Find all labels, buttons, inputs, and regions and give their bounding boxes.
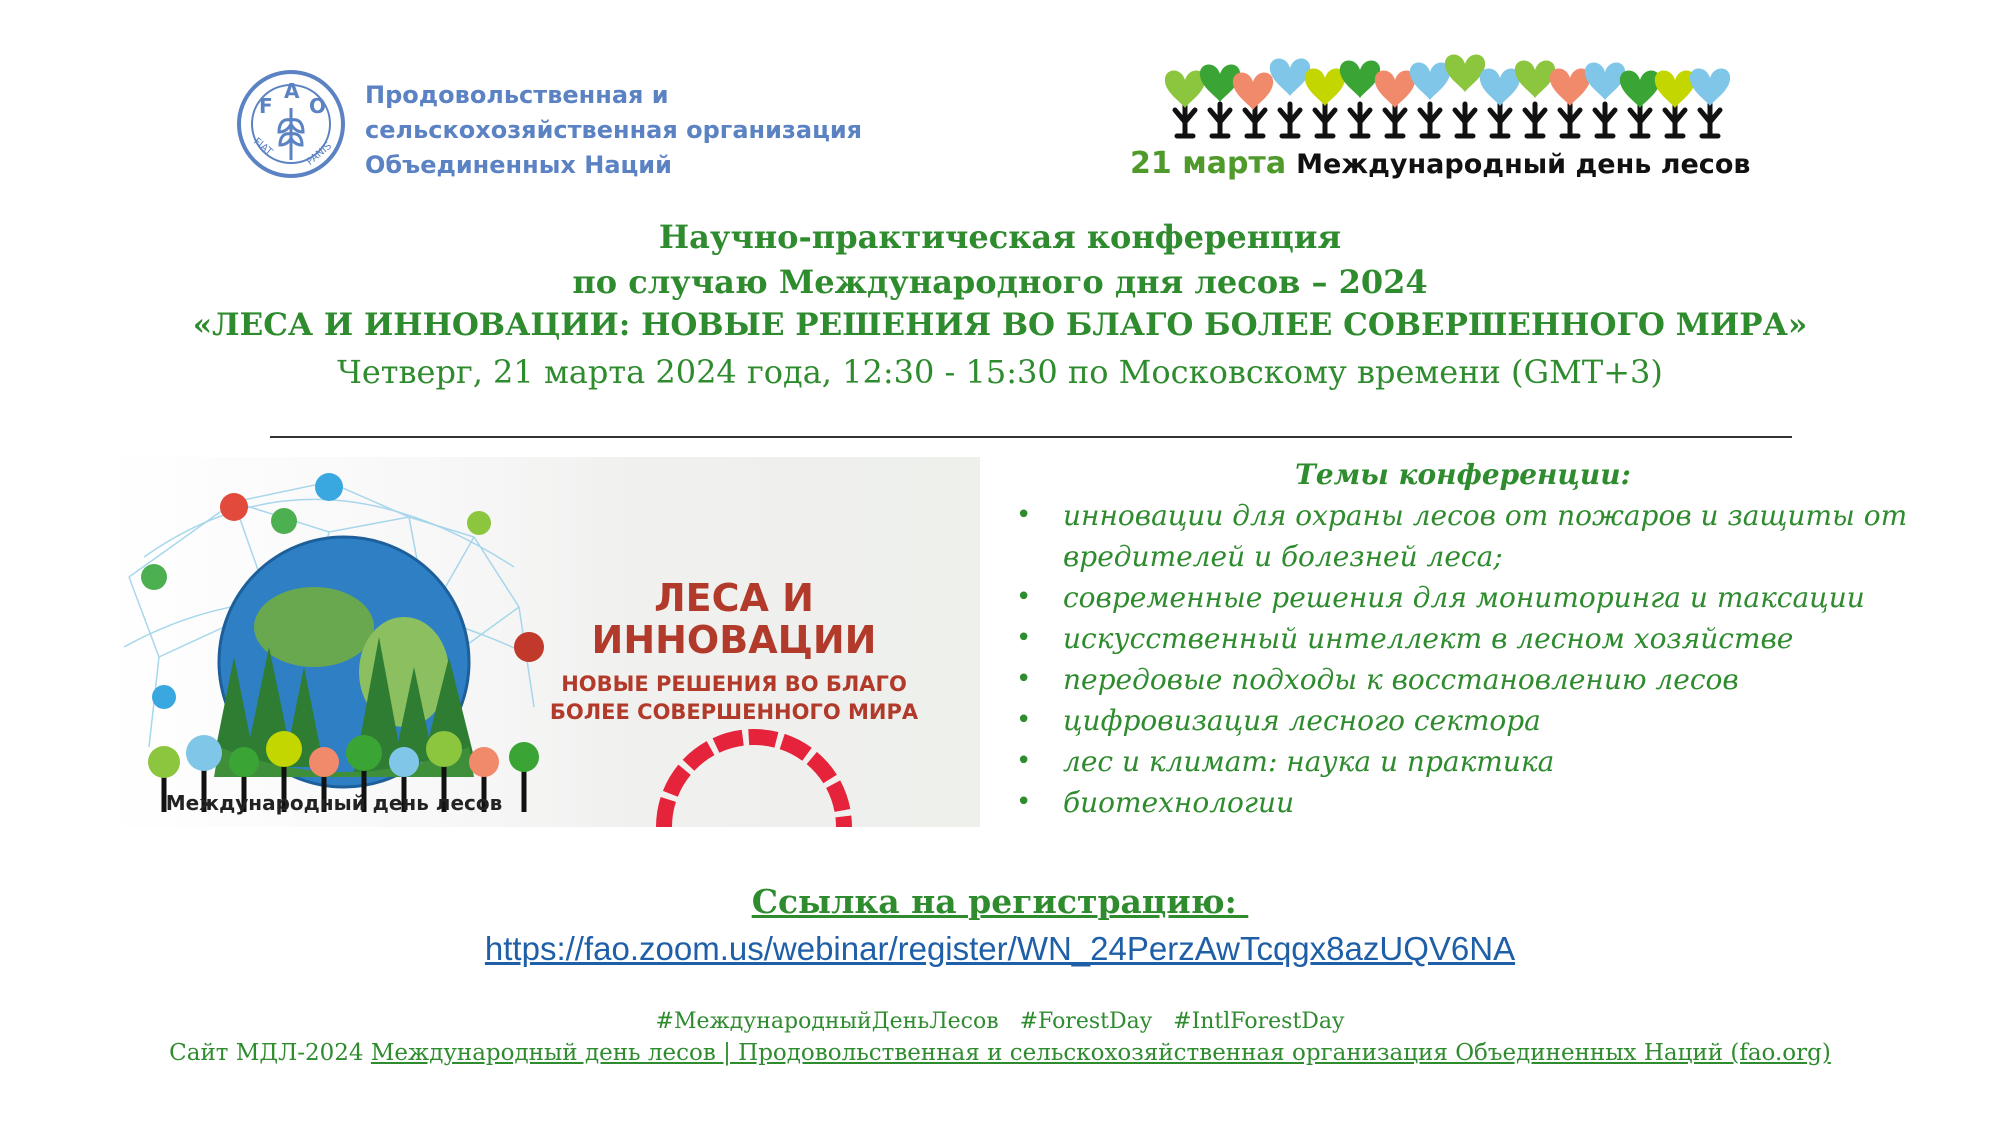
banner-subtitle-line: НОВЫЕ РЕШЕНИЯ ВО БЛАГО — [561, 672, 907, 696]
emblem-motto-fiat: FIAT — [251, 136, 275, 158]
conference-title: Научно-практическая конференция — [658, 218, 1342, 256]
banner-title-line: ЛЕСА И — [654, 576, 814, 620]
conference-theme: «ЛЕСА И ИННОВАЦИИ: НОВЫЕ РЕШЕНИЯ ВО БЛАГО БОЛЕЕ СОВЕРШЕННОГО МИРА» — [192, 307, 1808, 343]
idf-logo — [1130, 54, 1810, 184]
emblem-letter-f: F — [259, 94, 273, 118]
emblem-letter-a: A — [284, 79, 300, 103]
topic-item: • передовые подходы к восстановлению лесов — [1008, 659, 1958, 700]
banner-title — [524, 577, 944, 661]
heart-trees-icon — [1165, 54, 1765, 144]
fao-logo — [235, 68, 875, 188]
topics-heading: Темы конференции: — [1295, 458, 1631, 491]
topic-item: • инновации для охраны лесов от пожаров и защиты от вредителей и болезней леса; — [1008, 495, 1958, 577]
conference-topics — [1008, 455, 1958, 823]
footer-site-link[interactable]: Международный день лесов | Продовольственная и сельскохозяйственная организация Объединенных Наций (fao.org) — [370, 1040, 1831, 1066]
fao-organization-name — [365, 78, 885, 183]
banner-caption: Международный день лесов — [165, 791, 503, 815]
idf-date: 21 марта — [1130, 146, 1287, 181]
topic-item: • биотехнологии — [1008, 782, 1958, 823]
topic-item: • искусственный интеллект в лесном хозяйстве — [1008, 618, 1958, 659]
footer-site — [0, 1040, 2000, 1066]
fao-emblem-icon — [235, 68, 347, 180]
emblem-motto-panis: PANIS — [304, 140, 335, 168]
topic-item: • лес и климат: наука и практика — [1008, 741, 1958, 782]
fao-name-line: Продовольственная и — [365, 81, 669, 109]
fao-name-line: сельскохозяйственная организация — [365, 116, 863, 144]
banner-subtitle — [524, 670, 944, 726]
topics-list — [1008, 495, 1958, 823]
registration-heading: Ссылка на регистрацию: — [751, 882, 1249, 921]
idf-tagline — [1130, 146, 1750, 181]
registration-link[interactable]: https://fao.zoom.us/webinar/register/WN_24PerzAwTcqgx8azUQV6NA — [484, 930, 1516, 967]
banner-image — [104, 457, 980, 827]
topic-item: • цифровизация лесного сектора — [1008, 700, 1958, 741]
fao-name-line: Объединенных Наций — [365, 151, 672, 179]
conference-datetime: Четверг, 21 марта 2024 года, 12:30 - 15:30 по Московскому времени (GMT+3) — [337, 353, 1663, 391]
hashtags: #МеждународныйДеньЛесов #ForestDay #IntlForestDay — [655, 1009, 1345, 1034]
emblem-letter-o: O — [309, 94, 327, 118]
banner-subtitle-line: БОЛЕЕ СОВЕРШЕННОГО МИРА — [549, 700, 919, 724]
topic-item: • современные решения для мониторинга и таксации — [1008, 577, 1958, 618]
footer-site-prefix: Сайт МДЛ-2024 — [169, 1040, 364, 1066]
divider — [270, 436, 1792, 438]
conference-occasion: по случаю Международного дня лесов – 2024 — [572, 263, 1428, 301]
idf-title: Международный день лесов — [1296, 149, 1751, 180]
banner-title-line: ИННОВАЦИИ — [591, 618, 877, 662]
